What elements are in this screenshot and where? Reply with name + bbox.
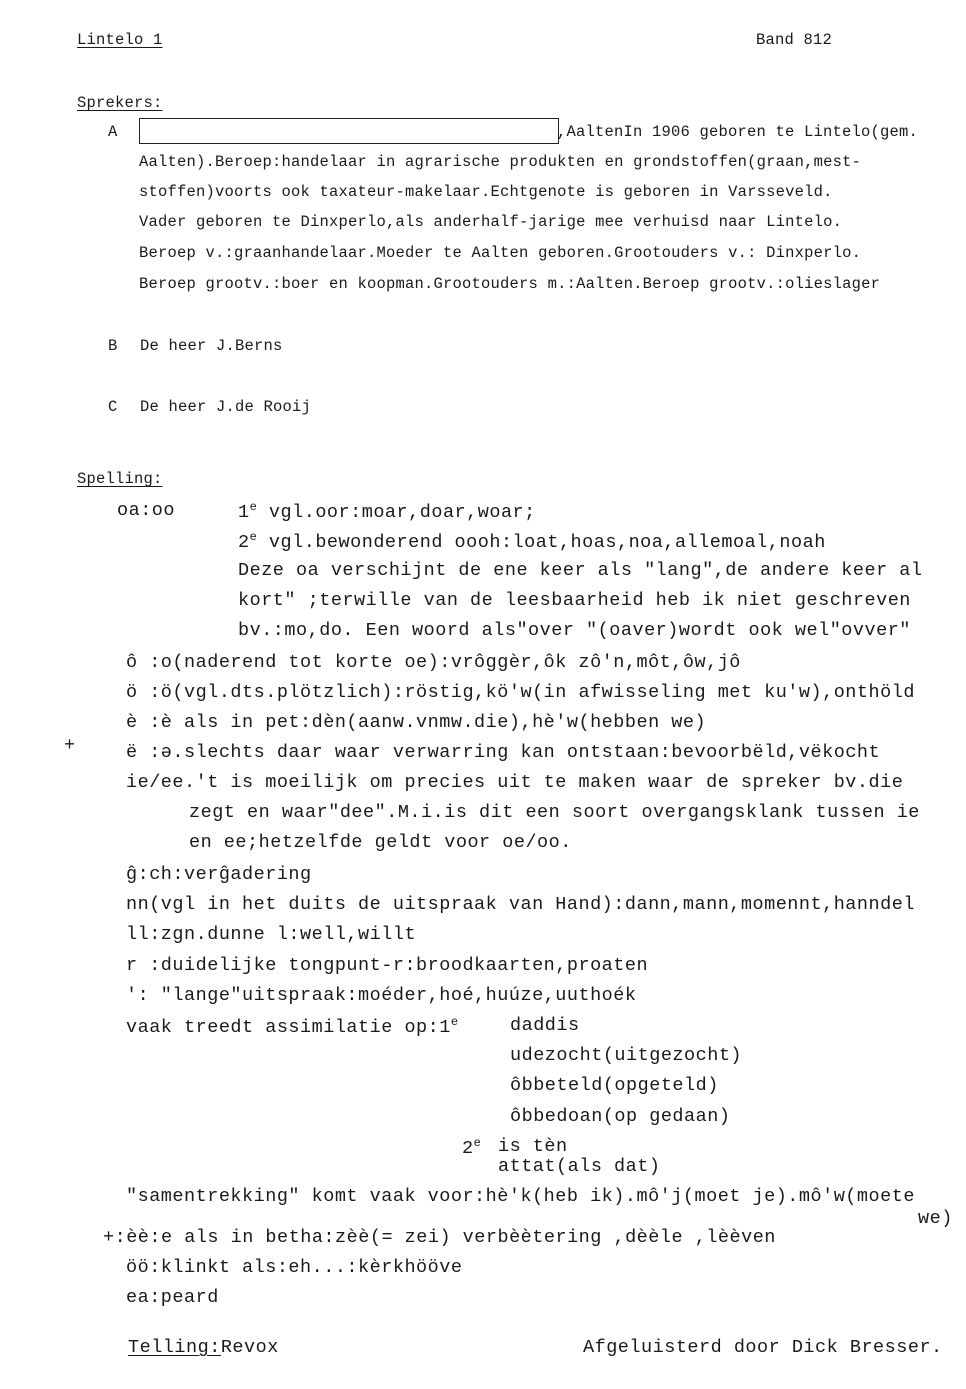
redacted-name-box <box>139 118 559 144</box>
speaker-a-line-2: Aalten).Beroep:handelaar in agrarische produkten en grondstoffen(graan,mest- <box>139 153 862 171</box>
assimilation-rule: vaak treedt assimilatie op:1e <box>126 1015 459 1038</box>
oa-rule-2: 2e vgl.bewonderend oooh:loat,hoas,noa,allemoal,noah <box>238 530 826 553</box>
o-umlaut-rule: ö :ö(vgl.dts.plötzlich):röstig,kö'w(in afwisseling met ku'w),onthöld <box>126 682 915 703</box>
assimilation-example-5: is tèn <box>498 1136 568 1157</box>
g-rule: ĝ:ch:verĝadering <box>126 864 312 885</box>
assimilation-example-2: udezocht(uitgezocht) <box>510 1045 743 1066</box>
speaker-b-text: De heer J.Berns <box>140 337 283 355</box>
oo-umlaut-rule: öö:klinkt als:eh...:kèrkhööve <box>126 1257 463 1278</box>
speaker-a-line-1: ,AaltenIn 1906 geboren te Lintelo(gem. <box>557 123 919 141</box>
speaker-a-line-4: Vader geboren te Dinxperlo,als anderhalf-jarige mee verhuisd naar Lintelo. <box>139 213 843 231</box>
assimilation-example-3: ôbbeteld(opgeteld) <box>510 1075 719 1096</box>
ll-rule: ll:zgn.dunne l:well,willt <box>126 924 417 945</box>
r-rule: r :duidelijke tongpunt-r:broodkaarten,proaten <box>126 955 649 976</box>
assimilation-example-4: ôbbedoan(op gedaan) <box>510 1106 731 1127</box>
ea-rule: ea:peard <box>126 1287 219 1308</box>
oa-note-line-1: Deze oa verschijnt de ene keer als "lang",de andere keer al <box>238 560 923 581</box>
speaker-a-letter: A <box>108 123 118 141</box>
ie-ee-line-2: zegt en waar"dee".M.i.is dit een soort overgangsklank tussen ie <box>189 802 920 823</box>
o-circumflex-rule: ô :o(naderend tot korte oe):vrôggèr,ôk zô'n,môt,ôw,jô <box>126 652 741 673</box>
speaker-a-line-3: stoffen)voorts ook taxateur-makelaar.Echtgenote is geboren in Varsseveld. <box>139 183 833 201</box>
oa-note-line-3: bv.:mo,do. Een woord als"over "(oaver)wordt ook wel"ovver" <box>238 620 911 641</box>
speaker-a-line-5: Beroep v.:graanhandelaar.Moeder te Aalten geboren.Grootouders v.: Dinxperlo. <box>139 244 862 262</box>
oa-label: oa:oo <box>117 500 176 521</box>
speaker-c-letter: C <box>108 398 118 416</box>
header-place: Lintelo 1 <box>77 31 163 49</box>
e-grave-rule: è :è als in pet:dèn(aanw.vnmw.die),hè'w(hebben we) <box>126 712 707 733</box>
sprekers-heading: Sprekers: <box>77 94 163 112</box>
e-umlaut-rule: ë :ə.slechts daar waar verwarring kan ontstaan:bevoorbëld,vëkocht <box>126 742 881 763</box>
assimilation-example-1: daddis <box>510 1015 580 1036</box>
oa-note-line-2: kort" ;terwille van de leesbaarheid heb ik niet geschreven <box>238 590 911 611</box>
header-band: Band 812 <box>756 31 833 49</box>
ie-ee-line-3: en ee;hetzelfde geldt voor oe/oo. <box>189 832 572 853</box>
speaker-a-line-6: Beroep grootv.:boer en koopman.Grootouders m.:Aalten.Beroep grootv.:olieslager <box>139 275 881 293</box>
accent-rule: ': "lange"uitspraak:moéder,hoé,huúze,uuthoék <box>126 985 637 1006</box>
speaker-c-text: De heer J.de Rooij <box>140 398 312 416</box>
margin-plus-mark: + <box>64 735 76 756</box>
contraction-rule: "samentrekking" komt vaak voor:hè'k(heb ik).mô'j(moet je).mô'w(moete <box>126 1186 915 1207</box>
nn-rule: nn(vgl in het duits de uitspraak van Hand):dann,mann,momennt,hanndel <box>126 894 915 915</box>
oa-rule-1: 1e vgl.oor:moar,doar,woar; <box>238 500 536 523</box>
assimilation-2-number: 2e <box>462 1136 482 1159</box>
speaker-b-letter: B <box>108 337 118 355</box>
afgeluisterd-door: Afgeluisterd door Dick Bresser. <box>583 1337 943 1358</box>
ee-rule: +:èè:e als in betha:zèè(= zei) verbèètering ,dèèle ,lèèven <box>103 1227 776 1248</box>
telling-line: Telling:Revox <box>128 1337 279 1358</box>
assimilation-example-6: attat(als dat) <box>498 1156 661 1177</box>
contraction-rule-continued: we) <box>918 1208 953 1229</box>
ie-ee-line-1: ie/ee.'t is moeilijk om precies uit te maken waar de spreker bv.die <box>126 772 904 793</box>
spelling-heading: Spelling: <box>77 470 163 488</box>
